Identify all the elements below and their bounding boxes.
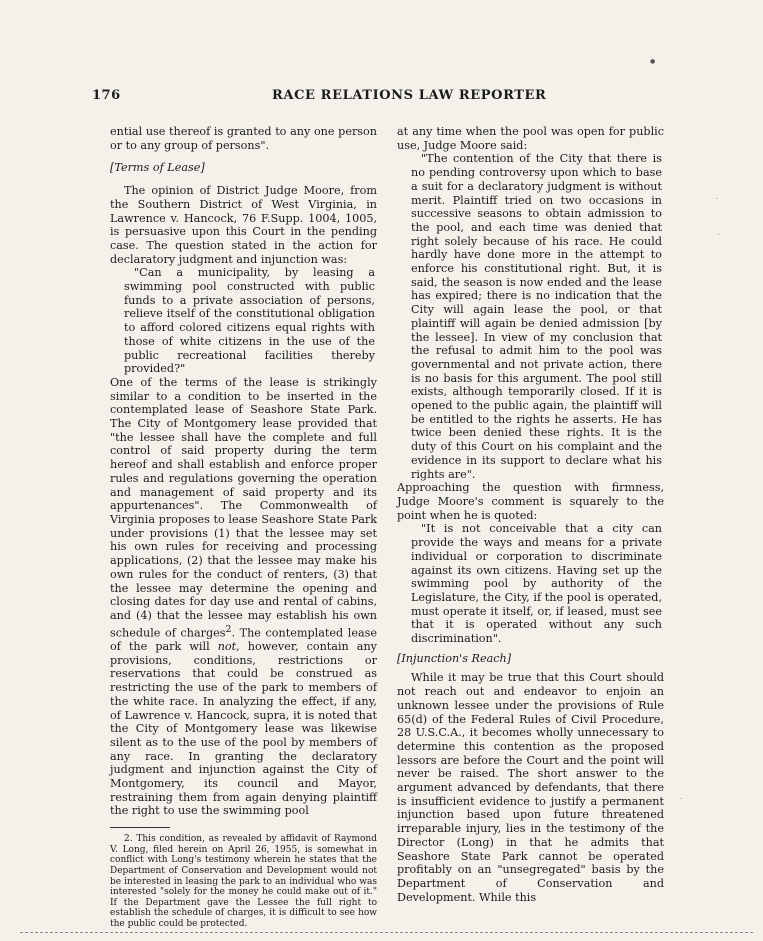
scan-speck: ·	[716, 196, 718, 203]
paragraph: One of the terms of the lease is strikingly similar to a condition to be inserted in the contemplated lease of Seashore State Park. The City of Montgomery lease provided that "the lessee shall have the complete and full control of said property during the term hereof and shall establish and enforce proper rules and regulations governing the operation and management of said property and its appurtenances". The Commonwealth of Virginia proposes to lease Seashore State Park under provisions (1) that the lessee may set his own rules for receiving and processing applications, (2) that the lessee may make his own rules for the conduct of renters, (3) that the lessee may determine the opening and closing dates for day use and rental of cabins, and (4) that the lessee may establish his own schedule of charges$^2$. The contemplated lease of the park will not, however, contain any provisions, conditions, restrictions or reservations that could be construed as restricting the use of the park to members of the white race. In analyzing the effect, if any, of Lawrence v. Hancock, supra, it is noted that the City of Montgomery lease was likewise silent as to the use of the pool by members of any race. In granting the declaratory judgment and injunction against the City of Montgomery, its council and Mayor, restraining them from again denying plaintiff the right to use the swimming pool	[110, 375, 377, 818]
paragraph: The opinion of District Judge Moore, from the Southern District of West Virginia, in Lawrence v. Hancock, 76 F.Supp. 1004, 1005, is persuasive upon this Court in the pending case. The question stated in the action for declaratory judgment and injunction was:	[110, 184, 377, 266]
page-header	[92, 88, 672, 108]
scan-speck: ·	[680, 796, 682, 803]
block-quote: "Can a municipality, by leasing a swimming pool constructed with public funds to a private association of persons, relieve itself of the constitutional obligation to afford colored citizens equal rights with those of white citizens in the use of the public recreational facilities thereby provided?"	[124, 266, 375, 376]
right-column	[397, 125, 664, 904]
paragraph: While it may be true that this Court should not reach out and endeavor to enjoin an unknown lessee under the provisions of Rule 65(d) of the Federal Rules of Civil Procedure, 28 U.S.C.A., it becomes wholly unnecessary to determine this contention as the proposed lessors are before the Court and the point will never be raised. The short answer to the argument advanced by defendants, that there is insufficient evidence to justify a permanent injunction based upon future threatened irreparable injury, lies in the testimony of the Director (Long) in that he admits that Seashore State Park cannot be operated profitably on an "unsegregated" basis by the Department of Conservation and Development. While this	[397, 671, 664, 904]
scan-speck: ●	[650, 58, 656, 65]
block-quote: "The contention of the City that there is no pending controversy upon which to base a suit for a declaratory judgment is without merit. Plaintiff tried on two occasions in successive seasons to obtain admission to the pool, and each time was denied that right solely because of his race. He could hardly have done more in the attempt to enforce his constitutional right. But, it is said, the season is now ended and the lease has expired; there is no indication that the City will again lease the pool, or that plaintiff will again be denied admission [by the lessee]. In view of my conclusion that the refusal to admit him to the pool was governmental and not private action, there is no basis for this argument. The pool still exists, although temporarily closed. If it is opened to the public again, the plaintiff will be entitled to the rights he asserts. He has twice been denied these rights. It is the duty of this Court on his complaint and the evidence in its support to declare what his rights are".	[411, 152, 662, 481]
page-number: 176	[92, 88, 121, 103]
footnote-divider	[110, 827, 170, 828]
paragraph: ential use thereof is granted to any one person or to any group of persons".	[110, 125, 377, 152]
section-heading: [Terms of Lease]	[110, 161, 205, 175]
footnote: 2. This condition, as revealed by affidavit of Raymond V. Long, filed herein on April 26, 1955, is somewhat in conflict with Long's testimony wherein he states that the Department of Conservation and Development would not be interested in leasing the park to an individual who was interested "solely for the money he could make out of it." If the Department gave the Lessee the full right to establish the schedule of charges, it is difficult to see how the public could be protected.	[110, 834, 377, 929]
scan-speck: ·	[718, 232, 720, 239]
footnote-ref: 2	[225, 623, 232, 635]
scan-bottom-edge	[20, 932, 753, 933]
paragraph: Approaching the question with firmness, Judge Moore's comment is squarely to the point when he is quoted:	[397, 481, 664, 522]
running-title: RACE RELATIONS LAW REPORTER	[272, 88, 547, 103]
left-column	[110, 125, 377, 930]
section-heading: [Injunction's Reach]	[397, 651, 512, 665]
block-quote: "It is not conceivable that a city can provide the ways and means for a private individual or corporation to discriminate against its own citizens. Having set up the swimming pool by authority of the Legislature, the City, if the pool is operated, must operate it itself, or, if leased, must see that it is operated without any such discrimination".	[411, 522, 662, 646]
paragraph: at any time when the pool was open for public use, Judge Moore said:	[397, 125, 664, 152]
